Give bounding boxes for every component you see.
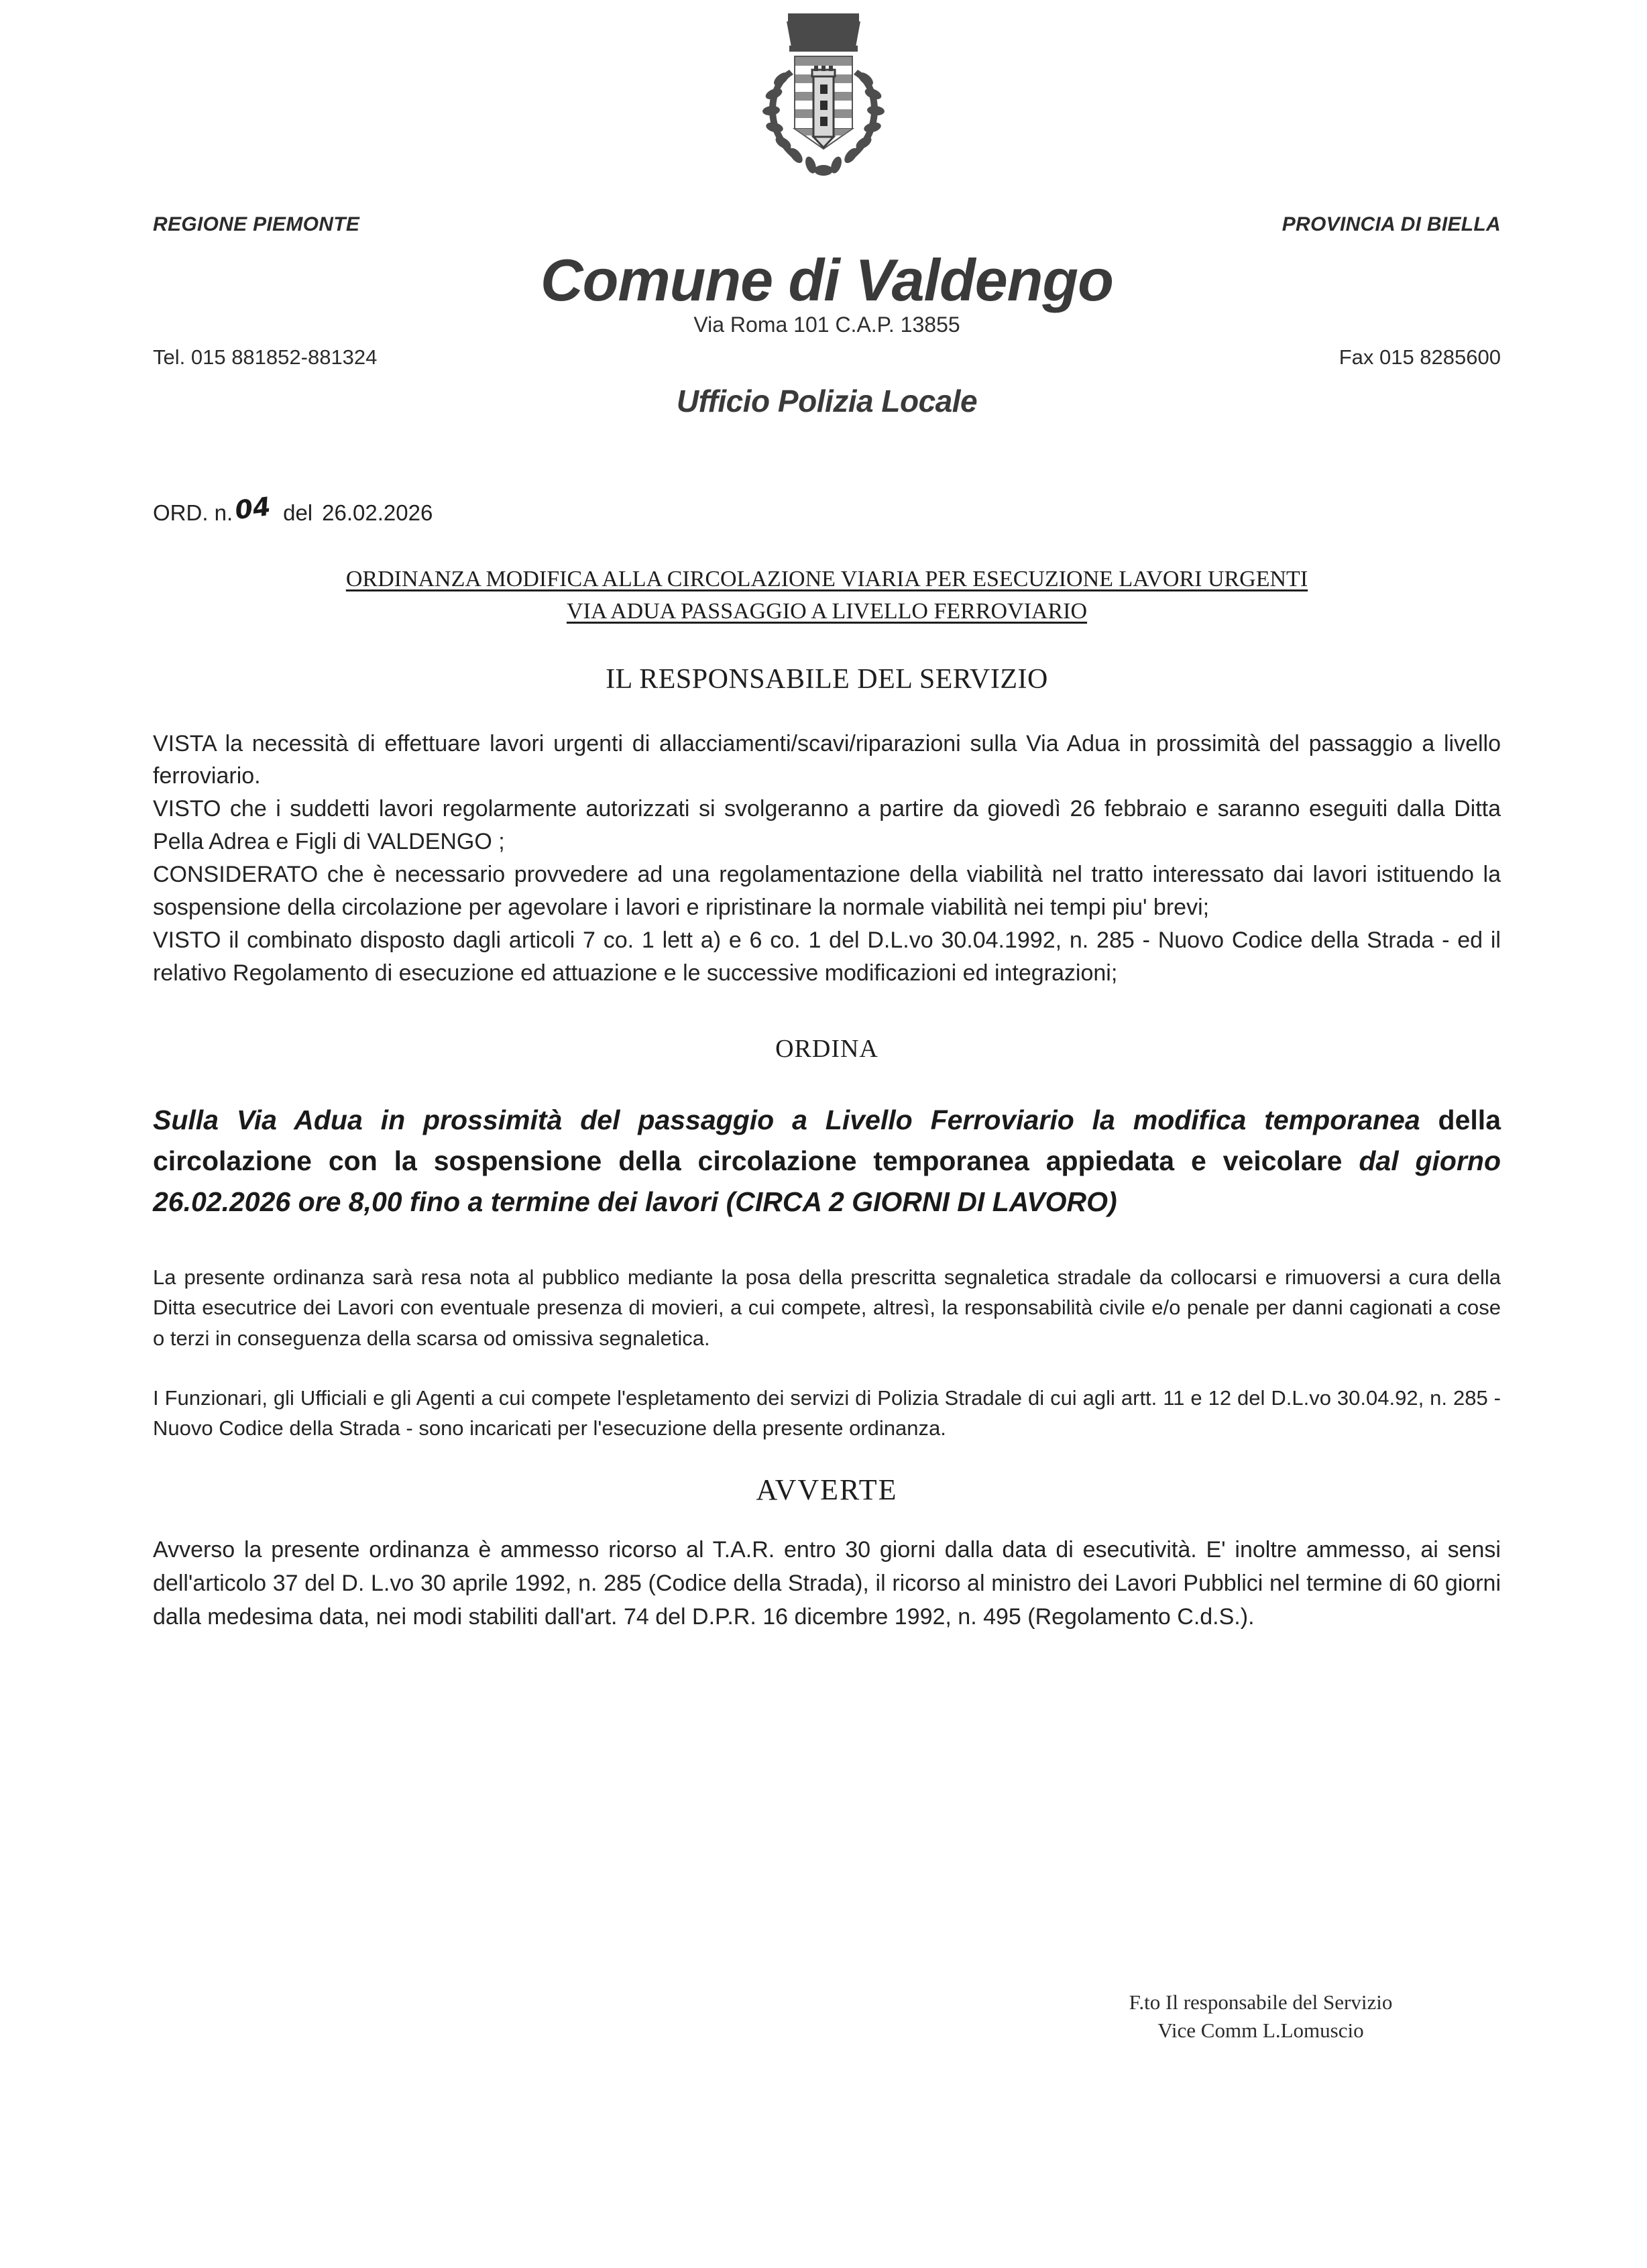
ordinance-reference-line [153,491,1501,526]
notice-funzionari-paragraph: I Funzionari, gli Ufficiali e gli Agenti a cui compete l'espletamento dei servizi di Polizia Stradale di cui agli artt. 11 e 12 del D.L.vo 30.04.92, n. 285 - Nuovo Codice della Strada - sono incaricati per l'esecuzione della presente ordinanza. [153,1385,1501,1440]
document-body [153,491,1501,1634]
comune-title: Comune di Valdengo [541,247,1113,313]
ordinance-del-label: del [283,500,313,525]
notice-segnaletica-paragraph: La presente ordinanza sarà resa nota al pubblico mediante la posa della prescritta segnaletica stradale da collocarsi e rimuoversi a cura della Ditta esecutrice dei Lavori con eventuale presenza di movieri, a cui compete, altresì, la responsabilità civile e/o penale per danni cagionati a cose o terzi in conseguenza della scarsa od omissiva segnaletica. [153,1265,1501,1350]
document-title-line-1: ORDINANZA MODIFICA ALLA CIRCOLAZIONE VIARIA PER ESECUZIONE LAVORI URGENTI [345,567,1308,591]
dispositive-segment-3: dal giorno 26.02.2026 ore 8,00 fino a termine dei lavori (CIRCA 2 GIORNI DI LAVORO) [153,1145,1501,1217]
dispositive-segment-2: della circolazione con la sospensione della circolazione temporanea appiedata e veicolare [153,1104,1501,1176]
premise-paragraph-visto-lavori: VISTO che i suddetti lavori regolarmente autorizzati si svolgeranno a partire da giovedì 26 febbraio e saranno eseguiti dalla Ditta Pella Adrea e Figli di VALDENGO ; [153,796,1501,855]
comune-address: Via Roma 101 C.A.P. 13855 [693,313,960,337]
premise-paragraph-considerato: CONSIDERATO che è necessario provvedere ad una regolamentazione della viabilità nel tratto interessato dai lavori istituendo la sospensione della circolazione per agevolare i lavori e ripristinare la normale viabilità nei tempi piu' brevi; [153,862,1501,921]
dispositive-segment-1: Sulla Via Adua in prossimità del passaggio a Livello Ferroviario la modifica temporanea [153,1104,1420,1136]
avverte-paragraph: Avverso la presente ordinanza è ammesso ricorso al T.A.R. entro 30 giorni dalla data di esecutività. E' inoltre ammesso, ai sensi dell'articolo 37 del D. L.vo 30 aprile 1992, n. 285 (Codice della Strada), il ricorso al ministro dei Lavori Pubblici nel termine di 60 giorni dalla medesima data, nei modi stabiliti dall'art. 74 del D.P.R. 16 dicembre 1992, n. 495 (Regolamento C.d.S.). [153,1537,1501,1630]
ordina-heading: ORDINA [775,1035,878,1064]
ordinance-number-prefix: ORD. n. [153,500,233,525]
document-title [220,563,1434,628]
document-title-line-2: VIA ADUA PASSAGGIO A LIVELLO FERROVIARIO [566,599,1088,624]
province-label: PROVINCIA DI BIELLA [1282,213,1501,235]
office-title: Ufficio Polizia Locale [676,384,978,419]
coat-of-arms-icon [746,5,901,190]
region-label: REGIONE PIEMONTE [153,213,360,235]
fax-label: Fax 015 8285600 [1339,345,1501,370]
telephone-label: Tel. 015 881852-881324 [153,345,378,370]
ordinance-date: 26.02.2026 [322,500,433,525]
ordinance-number-handwritten: 04 [233,491,273,526]
avverte-heading: AVVERTE [756,1473,898,1507]
letterhead [153,213,1501,481]
contact-row [153,345,1501,376]
signature-role-line: F.to Il responsabile del Servizio [1129,1990,1393,2014]
premise-paragraph-visto-articoli: VISTO il combinato disposto dagli articoli 7 co. 1 lett a) e 6 co. 1 del D.L.vo 30.04.1992, n. 285 - Nuovo Codice della Strada - ed il relativo Regolamento di esecuzione ed attuazione e le successive modificazioni ed integrazioni; [153,927,1501,986]
premise-paragraph-vista: VISTA la necessità di effettuare lavori urgenti di allacciamenti/scavi/riparazioni sulla Via Adua in prossimità del passaggio a livello ferroviario. [153,730,1501,789]
dispositive-paragraph [153,1100,1501,1222]
signature-block [1046,1988,1475,2044]
region-province-row [153,213,1501,245]
coat-of-arms [0,5,1647,190]
authority-heading: IL RESPONSABILE DEL SERVIZIO [606,663,1048,695]
premise-section [153,728,1501,990]
signature-name-line: Vice Comm L.Lomuscio [1157,2018,1364,2042]
